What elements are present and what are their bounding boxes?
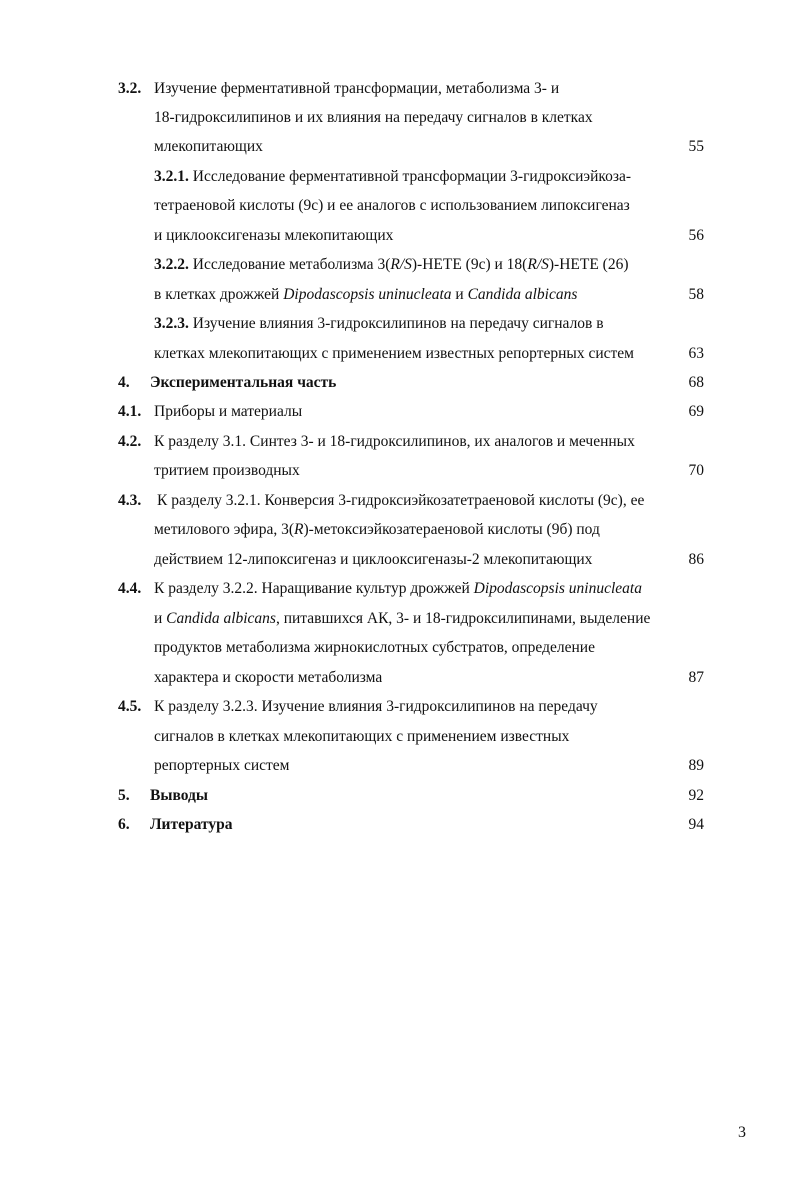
toc-text-italic: Candida albicans [467, 286, 578, 303]
toc-text: Изучение ферментативной трансформации, метаболизма 3- и [154, 80, 560, 97]
toc-entry-3-2-1-cont [0, 221, 796, 251]
toc-text: и циклооксигеназы млекопитающих [154, 227, 394, 244]
toc-text: К разделу 3.1. Синтез 3- и 18-гидроксилипинов, их аналогов и меченных [154, 433, 635, 450]
toc-number: 4. [118, 374, 130, 391]
toc-number: 4.5. [118, 698, 142, 715]
toc-text [154, 515, 600, 545]
toc-entry-4-3 [0, 486, 796, 516]
toc-text-italic: R/S [527, 256, 549, 273]
toc-number: 6. [118, 816, 130, 833]
toc-text: 18-гидроксилипинов и их влияния на передачу сигналов в клетках [154, 109, 593, 126]
toc-text-part: Исследование ферментативной трансформации 3-гидроксиэйкоза- [188, 168, 632, 185]
toc-page-number: 69 [688, 403, 704, 420]
toc-entry-3-2-cont [0, 132, 796, 162]
toc-text: действием 12-липоксигеназ и циклооксигеназы-2 млекопитающих [154, 551, 593, 568]
toc-text [154, 280, 577, 310]
toc-page-number: 94 [688, 816, 704, 833]
toc-entry-4-3-cont [0, 515, 796, 545]
toc-entry-4-4-cont [0, 604, 796, 634]
toc-entry-4-4-cont [0, 633, 796, 663]
toc-text: продуктов метаболизма жирнокислотных субстратов, определение [154, 639, 595, 656]
toc-entry-3-2-2-cont [0, 280, 796, 310]
toc-text-part: Исследование метаболизма 3( [188, 256, 391, 273]
toc-entry-4-5-cont [0, 751, 796, 781]
toc-text-part: )-HETE (9c) и 18( [411, 256, 528, 273]
toc-text [154, 604, 650, 634]
toc-text-part: метилового эфира, 3( [154, 521, 294, 538]
toc-page-number: 56 [688, 227, 704, 244]
toc-text-part: , питавшихся АК, 3- и 18-гидроксилипинами, выделение [275, 610, 651, 627]
toc-number: 4.1. [118, 403, 142, 420]
toc-entry-5 [0, 781, 796, 811]
toc-entry-3-2-1-cont [0, 191, 796, 221]
toc-title: Экспериментальная часть [150, 374, 337, 391]
toc-text-italic: Candida albicans [166, 610, 276, 627]
toc-number: 5. [118, 787, 130, 804]
toc-text-part: Изучение влияния 3-гидроксилипинов на передачу сигналов в [188, 315, 604, 332]
toc-page-number: 55 [688, 138, 704, 155]
toc-entry-4-2 [0, 427, 796, 457]
toc-text-italic: R [294, 521, 304, 538]
toc-entry-4-4 [0, 574, 796, 604]
toc-text: клетках млекопитающих с применением известных репортерных систем [154, 345, 634, 362]
toc-entry-4-1 [0, 397, 796, 427]
toc-entry-4-3-cont [0, 545, 796, 575]
toc-text-italic: R/S [390, 256, 412, 273]
toc-entry-4-2-cont [0, 456, 796, 486]
toc-text-part: и [451, 286, 468, 303]
toc-page-number: 70 [688, 462, 704, 479]
toc-text-part: )-HETE (26) [548, 256, 629, 273]
toc-entry-3-2-1 [0, 162, 796, 192]
toc-entry-3-2-cont [0, 103, 796, 133]
toc-entry-4-5-cont [0, 722, 796, 752]
toc-entry-4 [0, 368, 796, 398]
toc-text: репортерных систем [154, 757, 290, 774]
toc-title: Выводы [150, 787, 208, 804]
toc-number: 3.2.3. [154, 315, 189, 332]
toc-text: характера и скорости метаболизма [154, 669, 383, 686]
toc-text [154, 574, 642, 604]
toc-page-number: 86 [688, 551, 704, 568]
toc-entry-3-2-2 [0, 250, 796, 280]
toc-number: 3.2.2. [154, 256, 189, 273]
toc-text: К разделу 3.2.1. Конверсия 3-гидроксиэйкозатетраеновой кислоты (9с), ее [157, 492, 645, 509]
toc-page-number: 63 [688, 345, 704, 362]
toc-title: Приборы и материалы [154, 403, 303, 420]
toc-text-italic: Dipodascopsis uninucleata [473, 580, 642, 597]
toc-text-italic: Dipodascopsis uninucleata [283, 286, 452, 303]
toc-text-part: в клетках дрожжей [154, 286, 284, 303]
toc-entry-3-2-3-cont [0, 339, 796, 369]
toc-entry-3-2-3 [0, 309, 796, 339]
toc-page-number: 89 [688, 757, 704, 774]
toc-page-number: 87 [688, 669, 704, 686]
toc-text-part: )-метоксиэйкозатераеновой кислоты (9б) под [303, 521, 600, 538]
toc-text: тритием производных [154, 462, 300, 479]
toc-text: К разделу 3.2.3. Изучение влияния 3-гидроксилипинов на передачу [154, 698, 598, 715]
toc-number: 4.3. [118, 492, 142, 509]
toc-text: тетраеновой кислоты (9с) и ее аналогов с использованием липоксигеназ [154, 197, 630, 214]
toc-text [154, 309, 604, 339]
toc-number: 4.2. [118, 433, 142, 450]
toc-text-part: и [154, 610, 167, 627]
toc-text [154, 162, 631, 192]
toc-text: млекопитающих [154, 138, 263, 155]
toc-page-number: 92 [688, 787, 704, 804]
toc-number: 3.2. [118, 80, 142, 97]
toc-title: Литература [150, 816, 233, 833]
toc-number: 3.2.1. [154, 168, 189, 185]
toc-number: 4.4. [118, 580, 142, 597]
toc-text-part: К разделу 3.2.2. Наращивание культур дрожжей [154, 580, 474, 597]
toc-entry-4-5 [0, 692, 796, 722]
toc-text: сигналов в клетках млекопитающих с применением известных [154, 728, 570, 745]
toc-entry-6 [0, 810, 796, 840]
toc-entry-3-2 [0, 74, 796, 104]
page-number: 3 [738, 1124, 746, 1141]
toc-page-number: 68 [688, 374, 704, 391]
toc-entry-4-4-cont [0, 663, 796, 693]
toc-text [154, 250, 629, 280]
toc-page-number: 58 [688, 286, 704, 303]
